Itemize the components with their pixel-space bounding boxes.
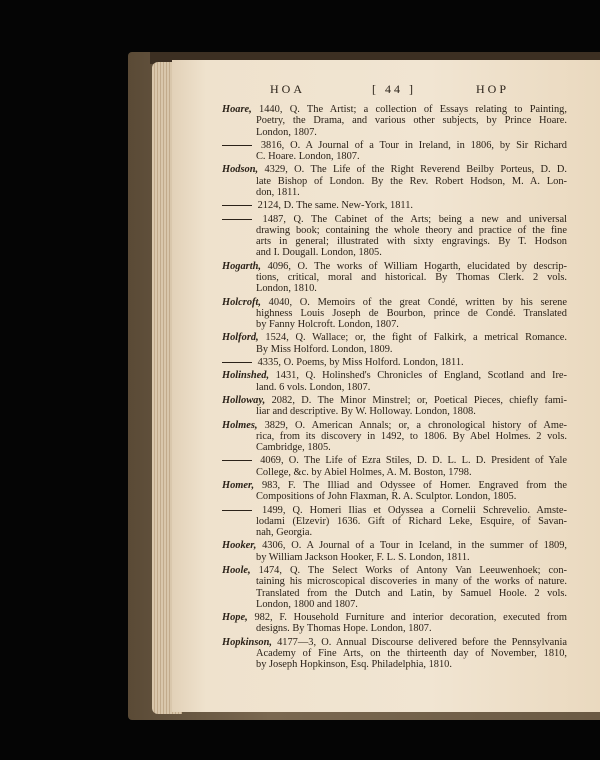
entry-text: The same. New-York, 1811. [296,200,413,212]
entry-reference: 1440, Q. [259,104,300,115]
entry-author: Holford, [222,332,259,344]
entry-line [222,491,567,502]
entry-reference: 983, F. [261,479,296,491]
entry-line [222,127,567,138]
entry-text: The works of William Hogarth, elucidated by descrip- [314,260,567,272]
entry-text: liar and descriptive. By W. Holloway. London, 1808. [256,406,476,418]
entry-reference: 1499, Q. [262,504,303,516]
entry-line [222,659,567,670]
entry-text: land. 6 vols. London, 1807. [256,381,371,393]
entry-text: Annual Discourse delivered before the Pennsylvania [335,636,567,648]
entry-reference: 2082, D. [271,394,312,406]
entry-text: The Life of the Right Reverend Beilby Porteus, D. D. [310,164,567,176]
catalog-entry [222,140,567,163]
catalog-entry [222,480,567,503]
entry-text: The Select Works of Antony Van Leeuwenhoek; con- [307,565,567,576]
entry-text: The Artist; a collection of Essays relating to Painting, [306,104,567,115]
entry-line [222,319,567,330]
entry-text: by Fanny Holcroft. London, 1807. [256,319,399,331]
entry-text: London, 1800 and 1807. [256,598,358,610]
ditto-dash [222,205,252,206]
entry-line [222,344,567,355]
entry-line [222,637,567,648]
catalog-entry [222,505,567,539]
entry-text: A Journal of a Tour in Iceland, in the summer of 1809, [306,540,567,552]
catalog-entries [222,104,567,673]
entry-author: Holmes, [222,419,258,431]
entry-line [222,576,567,587]
catalog-entry [222,104,567,138]
entry-text: The Life of Ezra Stiles, D. D. L. L. D. President of Yale [303,455,567,467]
entry-text: Poetry, the Drama, and various other subjects, by Prince Hoare. [256,115,567,127]
entry-line [222,599,567,610]
entry-author: Holinshed, [222,370,270,382]
entry-reference: 3829, O. [264,419,306,431]
catalog-entry [222,565,567,610]
entry-author: Hopkinson, [222,636,272,648]
entry-author: Holloway, [222,394,266,406]
ditto-dash [222,460,252,461]
entry-text: by William Jackson Hooker, F. L. S. London, 1811. [256,551,470,563]
entry-text: A Journal of a Tour in Ireland, in 1806, by Sir Richard [305,139,567,151]
entry-line [222,420,567,431]
catalog-entry [222,395,567,418]
entry-author: Hooker, [222,540,257,552]
entry-reference: 1524, Q. [265,332,306,344]
catalog-entry [222,261,567,295]
catalog-entry [222,540,567,563]
entry-text: Homeri Ilias et Odyssea a Cornelii Schrevelio. Amste- [309,504,567,516]
entry-reference: 4329, O. [264,164,305,176]
catalog-entry [222,214,567,259]
page-number: [ 44 ] [372,82,416,96]
entry-line [222,187,567,198]
catalog-entry [222,332,567,355]
entry-line [222,370,567,381]
entry-reference: 4177—3, O. [277,636,332,648]
entry-text: London, 1807. [256,126,317,138]
ditto-dash [222,219,252,220]
entry-line [222,516,567,527]
entry-line [222,164,567,175]
entry-line [222,623,567,634]
catalog-entry [222,200,567,211]
entry-text: designs. By Thomas Hope. London, 1807. [256,623,432,635]
entry-line [222,527,567,538]
entry-author: Holcroft, [222,296,261,308]
entry-text: Memoirs of the great Condé, written by his serene [317,296,567,308]
entry-reference: 3816, O. [260,139,301,151]
entry-line [222,480,567,491]
entry-text: Translated from the Dutch and Latin, by Samuel Hoole. 2 vols. [256,587,567,599]
catalog-entry [222,297,567,331]
entry-author: Hoare, [222,104,252,115]
entry-line [222,565,567,576]
entry-text: don, 1811. [256,186,300,198]
entry-line [222,283,567,294]
entry-reference: 4096, O. [267,260,308,272]
entry-line [222,297,567,308]
entry-line [222,151,567,162]
entry-line [222,247,567,258]
entry-line [222,332,567,343]
entry-text: American Annals; or, a chronological history of Ame- [311,419,567,431]
entry-line [222,104,567,115]
entry-text: and I. Dougall. London, 1805. [256,247,382,259]
catalog-entry [222,357,567,368]
entry-reference: 4306, O. [262,540,302,552]
catalog-entry [222,612,567,635]
entry-text: Holinshed's Chronicles of England, Scotland and Ire- [322,370,567,382]
entry-text: Household Furniture and interior decoration, executed from [293,612,567,624]
entry-text: The Cabinet of the Arts; being a new and universal [310,213,567,225]
entry-line [222,648,567,659]
entry-author: Homer, [222,479,255,491]
entry-text: highness Louis Joseph de Bourbon, prince de Condé. Translated [256,307,567,319]
entry-reference: 4040, O. [268,296,310,308]
entry-line [222,505,567,516]
entry-reference: 1431, Q. [275,370,316,382]
entry-reference: 982, F. [254,612,287,624]
header-right-guide: HOP [476,82,510,96]
entry-text: late Bishop of London. By the Rev. Robert Hodson, M. A. Lon- [256,175,567,187]
entry-text: rica, from its discovery in 1492, to 1806. By Abel Holmes. 2 vols. [256,430,567,442]
entry-text: arts in general; illustrated with sixty engravings. By T. Hodson [256,236,567,248]
entry-reference: 4069, O. [260,455,299,467]
entry-text: The Illiad and Odyssee of Homer. Engraved from the [303,479,567,491]
entry-text: Compositions of John Flaxman, R. A. Sculptor. London, 1805. [256,491,517,503]
entry-line [222,395,567,406]
entry-text: Poems, by Miss Holford. London, 1811. [296,357,464,368]
entry-line [222,406,567,417]
header-left-guide: HOA [270,82,305,96]
entry-line [222,357,567,368]
entry-line [222,455,567,466]
entry-line [222,540,567,551]
entry-author: Hodson, [222,164,259,176]
entry-author: Hogarth, [222,260,261,272]
catalog-entry [222,455,567,478]
ditto-dash [222,362,252,363]
entry-author: Hoole, [222,565,251,576]
entry-line [222,140,567,151]
entry-line [222,431,567,442]
entry-line [222,176,567,187]
entry-reference: 1474, Q. [258,565,301,576]
entry-text: C. Hoare. London, 1807. [256,151,360,163]
entry-line [222,214,567,225]
entry-text: taining his microscopical discoveries in many of the works of nature. [256,576,567,588]
entry-line [222,588,567,599]
entry-text: London, 1810. [256,283,317,295]
entry-line [222,382,567,393]
entry-author: Hope, [222,612,248,624]
entry-line [222,200,567,211]
entry-reference: 4335, O. [257,357,294,368]
entry-text: drawing book; containing the whole theory and practice of the fine [256,224,567,236]
catalog-entry [222,370,567,393]
entry-line [222,236,567,247]
ditto-dash [222,510,252,511]
entry-line [222,272,567,283]
entry-line [222,225,567,236]
entry-text: Cambridge, 1805. [256,442,331,454]
entry-text: by Joseph Hopkinson, Esq. Philadelphia, 1810. [256,659,452,671]
catalog-entry [222,164,567,198]
entry-line [222,115,567,126]
entry-line [222,442,567,453]
entry-text: Academy of Fine Arts, on the thirteenth day of November, 1810, [256,647,567,659]
entry-text: nah, Georgia. [256,527,313,539]
ditto-dash [222,145,252,146]
entry-line [222,552,567,563]
entry-text: lodami (Elzevir) 1636. Gift of Richard Leke, Esquire, of Savan- [256,515,567,527]
catalog-entry [222,420,567,454]
entry-line [222,308,567,319]
entry-text: College, &c. by Abiel Holmes, A. M. Boston, 1798. [256,466,472,478]
entry-line [222,467,567,478]
entry-line [222,261,567,272]
entry-text: tions, critical, moral and historical. By Thomas Clerk. 2 vols. [256,271,567,283]
entry-text: Wallace; or, the fight of Falkirk, a metrical Romance. [312,332,567,344]
entry-line [222,612,567,623]
entry-reference: 2124, D. [257,200,294,212]
entry-reference: 1487, Q. [262,213,304,225]
entry-text: The Minor Minstrel; or, Poetical Pieces, chiefly fami- [317,394,567,406]
entry-text: By Miss Holford. London, 1809. [256,343,393,355]
catalog-entry [222,637,567,671]
